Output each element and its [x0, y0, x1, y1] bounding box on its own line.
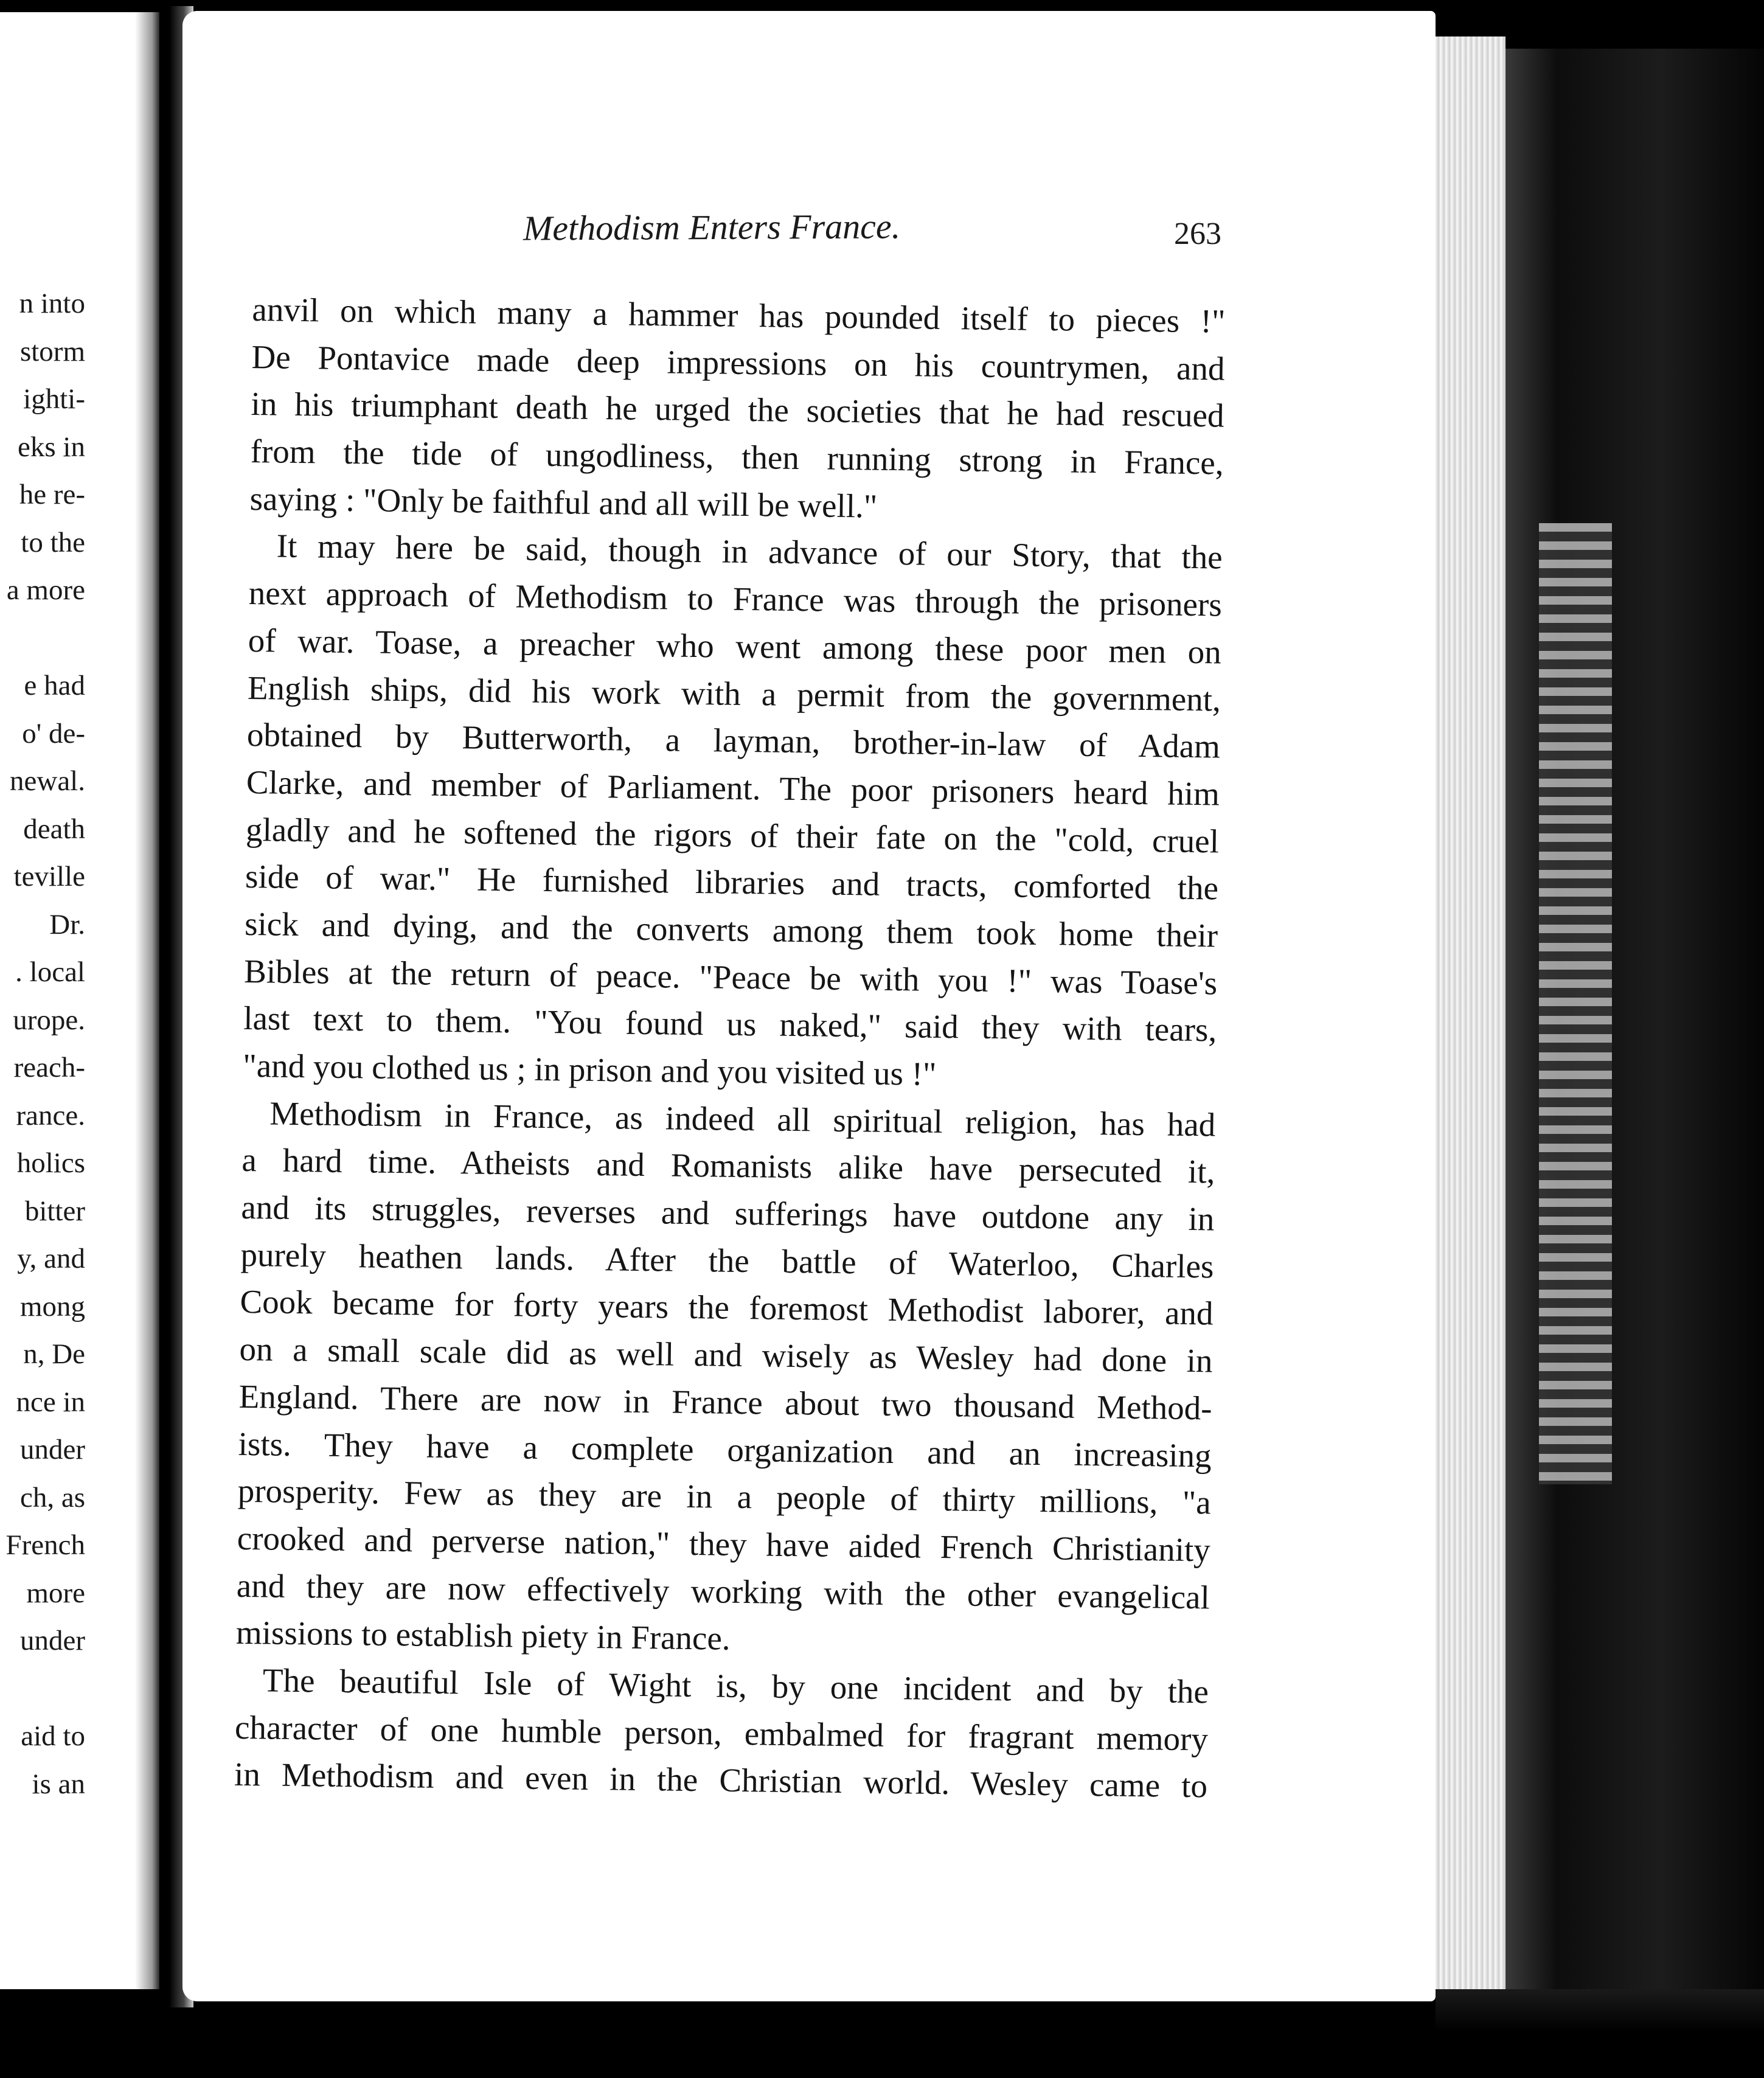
book-bottom-edge [1436, 1989, 1764, 2032]
left-line: to the [21, 526, 85, 558]
left-line: y, and [17, 1243, 85, 1274]
left-line [0, 1665, 85, 1713]
left-page [0, 12, 159, 1989]
text-line: gladly and he softened the rigors of their fate on the "cold, cruel [245, 810, 1220, 860]
left-line: o' de- [22, 717, 85, 749]
text-line: last text to them. "You found us naked," said they with tears, [243, 999, 1217, 1049]
text-line: English ships, did his work with a permit from the government, [247, 669, 1221, 718]
running-head: Methodism Enters France. [523, 206, 901, 248]
left-line: . local [15, 956, 85, 988]
left-line: rance. [16, 1099, 85, 1131]
left-line: death [23, 813, 85, 845]
text-line: on a small scale did as well and wisely as Wesley had done in [239, 1330, 1213, 1380]
book-gutter [135, 12, 159, 1989]
text-line: England. There are now in France about two thousand Method- [238, 1377, 1212, 1427]
text-line: Cook became for forty years the foremost Methodist laborer, and [240, 1283, 1214, 1332]
left-line: newal. [10, 765, 85, 797]
left-line: n into [19, 288, 85, 319]
text-line: The beautiful Isle of Wight is, by one incident and by the [262, 1661, 1209, 1711]
text-line: prosperity. Few as they are in a people of thirty millions, "a [237, 1472, 1212, 1521]
text-line: It may here be said, though in advance of our Story, that the [276, 527, 1223, 576]
left-line [0, 614, 85, 662]
left-line: urope. [13, 1004, 85, 1036]
body-text [234, 286, 1226, 1810]
left-line: eks in [18, 431, 85, 463]
left-line: a more [6, 574, 85, 606]
left-line: mong [19, 1290, 85, 1322]
text-line: of war. Toase, a preacher who went among these poor men on [248, 621, 1222, 671]
left-line: storm [19, 335, 85, 367]
left-line: Dr. [49, 908, 85, 940]
spine-lettering [1539, 523, 1612, 1484]
text-line: in Methodism and even in the Christian world. Wesley came to [234, 1756, 1208, 1805]
left-line: n, De [23, 1338, 85, 1370]
left-line: ighti- [23, 383, 85, 415]
text-line: character of one humble person, embalmed for fragrant memory [234, 1708, 1209, 1757]
text-line: Clarke, and member of Parliament. The poor prisoners heard him [246, 763, 1220, 813]
text-line: crooked and perverse nation," they have aided French Christianity [237, 1519, 1211, 1569]
text-line: from the tide of ungodliness, then running strong in France, [250, 433, 1224, 482]
text-line: side of war." He furnished libraries and tracts, comforted the [245, 858, 1219, 907]
text-line: sick and dying, and the converts among them took home their [244, 905, 1218, 954]
left-line: ch, as [19, 1481, 85, 1513]
text-line: in his triumphant death he urged the societies that he had rescued [251, 385, 1224, 434]
text-line: Methodism in France, as indeed all spiritual religion, has had [269, 1094, 1216, 1144]
left-line: French [5, 1529, 85, 1561]
text-line: missions to establish piety in France. [235, 1614, 731, 1658]
book-fore-edge [1436, 36, 1505, 2001]
text-line: ists. They have a complete organization and an increasing [238, 1425, 1212, 1474]
left-line: bitter [24, 1195, 85, 1227]
left-line: under [19, 1434, 85, 1465]
text-line: and they are now effectively working with the other evangelical [236, 1566, 1210, 1616]
left-line: more [26, 1577, 85, 1609]
left-line: is an [32, 1768, 85, 1800]
left-line: holics [16, 1147, 85, 1179]
text-line: a hard time. Atheists and Romanists alike have persecuted it, [241, 1141, 1215, 1190]
text-line: purely heathen lands. After the battle of Waterloo, Charles [240, 1235, 1214, 1285]
left-line: reach- [13, 1052, 85, 1083]
text-line: next approach of Methodism to France was through the prisoners [248, 574, 1223, 624]
text-line: Bibles at the return of peace. "Peace be with you !" was Toase's [243, 952, 1218, 1002]
left-line: e had [24, 670, 85, 701]
text-line: and its struggles, reverses and sufferings have outdone any in [241, 1188, 1215, 1238]
left-line: teville [13, 861, 85, 892]
left-line: nce in [16, 1386, 85, 1418]
page-number: 263 [1174, 217, 1221, 251]
text-line: "and you clothed us ; in prison and you visited us !" [242, 1046, 937, 1093]
left-line: aid to [21, 1720, 85, 1752]
text-line: De Pontavice made deep impressions on his countrymen, and [251, 338, 1225, 387]
left-page-text [0, 280, 85, 1808]
text-line: obtained by Butterworth, a layman, brother-in-law of Adam [246, 716, 1221, 765]
text-line: anvil on which many a hammer has pounded itself to pieces !" [252, 290, 1226, 340]
left-line: under [19, 1625, 85, 1656]
text-line: saying : "Only be faithful and all will be well." [249, 479, 878, 525]
left-line: he re- [19, 479, 85, 510]
